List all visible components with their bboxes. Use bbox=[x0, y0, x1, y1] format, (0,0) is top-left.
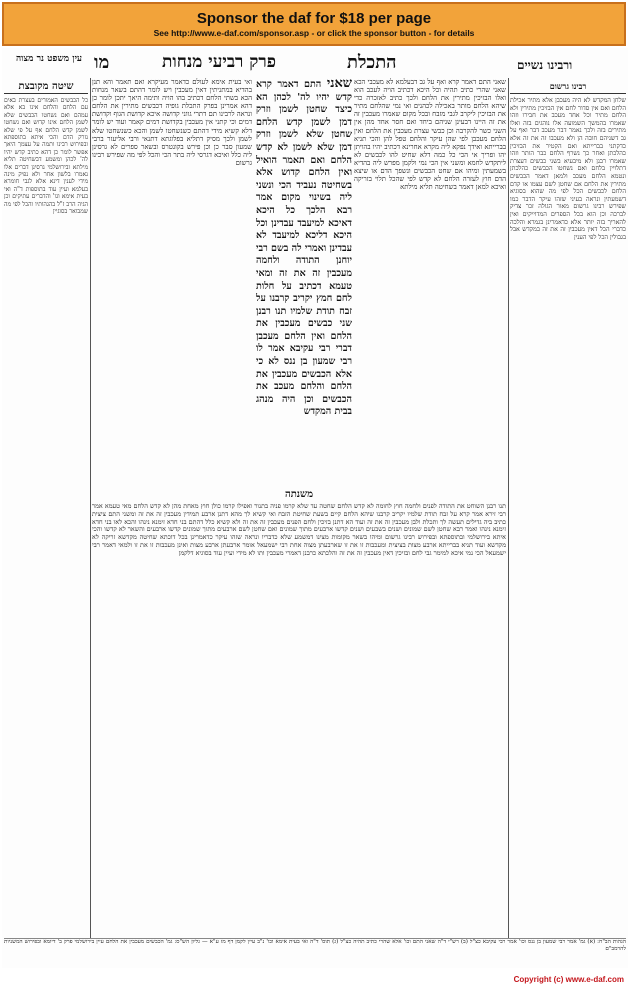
left-column-text: כל הכבשים האמורים בעצרת באים עם הלחם והלחם אינו בא אלא עמהם ואם נשחטו הכבשים שלא לשמן הלחם אינו קדוש ואם נשחטו לשמן קדש הלחם אף על פי שלא נזרק הדם והכי איתא בתוספתא ובפירוש רבינו ותמה על עצמך היאך אפשר לומר כן דהא כתיב קדש יהיו לה' לכהן ומשמע דבשחיטה תליא מילתא ובירושלמי גרסינן דברים אלו נאמרו בלשון אחר ולא נפיק מינה מידי לענין דינא אלא לגבי חומרא בעלמא ועיין עוד בתוספות ד"ה ואי בעית אימא וגו' והדברים עתיקים וכן הגיה הרב ז"ל בהגהותיו והכל לפי מה שמבואר בסוגיין bbox=[4, 97, 88, 216]
divider bbox=[90, 78, 91, 938]
copyright-notice[interactable]: Copyright (c) www.e-daf.com bbox=[513, 975, 624, 984]
ein-mishpat-label: עין משפט נר מצוה bbox=[15, 54, 83, 64]
footnotes bbox=[4, 938, 626, 965]
page-number: מו bbox=[94, 52, 110, 73]
lower-commentary bbox=[92, 488, 506, 938]
talmud-page bbox=[2, 48, 628, 968]
rashi-commentary bbox=[354, 78, 506, 483]
gemara-main-text bbox=[256, 78, 352, 483]
divider bbox=[508, 78, 509, 938]
right-column-heading: רבינו גרשום bbox=[510, 80, 626, 94]
gemara-opening-word: שאני bbox=[326, 78, 352, 91]
rashi-text: שאני התם דאמר קרא ואף על גב דבעלמא לא מעכבי הכא שאני שהרי כתיב תהיה וכל היכא דכתיב הויה לעכב הוא ואלו הבזיכין מתירין את הלחם ולכך כתיב לאזכרה כדי שיהא הלחם מותר באכילה לכהנים ואי נמי שהלחם מתיר את הבזיכין ליקרב לגבי מזבח ובכל מקום שאמרו מעכבין זה את זה היינו דבעינן שניהם ביחד ואם חסר אחד מהן אין השני כשר להקרבה וכן כבשי עצרת מעכבין את הלחם ואין הלחם מעכבן לפי שהן עיקר והלחם טפל להן והכי תניא בברייתא ואידך נפקא ליה מקרא אחרינא דכתיב יהיו בהויתן יהו ופריך אי הכי כל כמה דלא שחיט להו לכבשים לא ליתקדש לחמא ומשני אין הכי נמי ולקמן מפרש ליה בהדיא בשמעתין ומיהו אם שחט הכבשים ונשפך הדם או שיצא הדם חוץ לעזרה הלחם לא קדש לפי שהכל תלוי בזריקה ואיכא למאן דאמר בשחיטה תליא מילתא bbox=[354, 78, 506, 192]
sponsor-link-text[interactable]: See http://www.e-daf.com/sponsor.asp - or click the sponsor button - for details bbox=[153, 28, 475, 38]
left-column-heading: שיטה מקובצת bbox=[4, 80, 88, 94]
chapter-label: ורבינו נשיים bbox=[517, 58, 573, 72]
lower-commentary-heading: משנתה bbox=[284, 489, 314, 500]
lower-commentary-text: תנו רבנן השוחט את התודה לפנים ולחמה חוץ לחומה לא קדש הלחם שחטה עד שלא קרמו פניה בתנור ואפילו קרמו כולן חוץ מאחת מהן לא קדש הלחם מאי טעמא אמר רבי זירא אמר קרא על זבח תודת שלמיו יקריב קרבנו שיהא הלחם קיים בשעת שחיטת הזבח ואי קשיא לך מהא דתנן ארבע תמידין מעכבין זה את זה ומשני התם ציצית כתיב ביה גדילים תעשה לך ותכלת ולבן מעכבין זה את זה ועוד הא דתנן בזיכין ולחם הפנים מעכבין זה את זה ולא קשיא כלל דהתם בני חדא זימנא נינהו והכא לאו בני חדא זימנא נינהו ואמר רבא שחטן לשם שמונים ושנים בשבעים ושנים קדשו ארבעים מתוך שמונים ואם שחטן לשם ארבעים מתוך שמונים קדשו ארבעים והשאר לא קדשו והכי איתא בירושלמי ובתוספתא ובפירוש רבינו גרשום ומיהו בשאר מקומות מצינו דמשמע שלא כדבריו ונראה שזהו עיקר כדאמרינן בכל דוכתא שחיטה מקדשא זריקה לא מקדשא ועוד תניא בברייתא ארבע מצות בציצית ומעכבות זו את זו שארבעתן מצוה אחת רבי ישמעאל אומר ארבעתן ארבע מצות ואינן מעכבות זו את זו ולמאי דאמר רבי ישמעאל הכי נמי איכא למימר גבי לחם ובזיכין דאין מעכבין זה את זה והלכתא כרבנן דאמרי מעכבין ותו לא מידי ועיין עוד בסוגיא דלקמן bbox=[92, 502, 506, 557]
footnotes-text: הגהות הב"ח: (א) גמ' אמר רבי שמעון בן ננס וכו' אמר רבי עקיבא כצ"ל (ב) רש"י ד"ה שאני התם וכו' אלא שהרי כתיב תהיה כצ"ל (ג) תוס' ד"ה ואי בעית אימא וכו' נ"ב עיין לקמן דף מז ע"א — גליון הש"ס: גמ' הכבשים מעכבין את הלחם עיין בירושלמי פרק ב' דיומא ובפירוש המשניות להרמב"ם bbox=[4, 939, 626, 952]
chapter-title: פרק רביעי מנחות bbox=[162, 52, 276, 72]
sponsor-title: Sponsor the daf for $18 per page bbox=[196, 10, 432, 27]
right-commentary-column bbox=[510, 78, 626, 848]
left-margin-column bbox=[4, 78, 88, 848]
page-header bbox=[2, 52, 628, 76]
sponsor-banner[interactable] bbox=[2, 2, 626, 46]
gemara-text: התם דאמר קרא קדש יהיו לה' לכהן הא כיצד שחטן לשמן וזרק דמן לשמן קדש הלחם שחטן שלא לשמן וזרק דמן שלא לשמן לא קדש הלחם ואם תאמר הואיל ואין הלחם קדוש אלא בשחיטה נעביד הכי ונשני ליה בשינוי מקום אמר רבא הלכך כל היכא דאיכא למיעבד עבדינן וכל היכא דליכא למיעבד לא עבדינן ואמרי לה בשם רבי יוחנן התודה ולחמה מעכבין זה את זה ומאי טעמא דכתיב על חלות לחם חמץ יקריב קרבנו על זבח תודת שלמיו תנו רבנן שני כבשים מעכבין את הלחם ואין הלחם מעכבן דברי רבי עקיבא אמר לו רבי שמעון בן ננס לא כי אלא הכבשים מעכבין את הלחם והלחם מעכב את הכבשים וכן היה מנהג בבית המקדש bbox=[256, 79, 352, 418]
tosafot-text: ואי בעית אימא לעולם כדאמר מעיקרא ואם תאמר והא תנן בהדיא במתניתין דאין מעכבין ויש לומר דהתם בשאר מנחות הכא בשתי הלחם דכתיב בהו הויה ותימה היאך יתכן לומר כן דהא אמרינן בפרק התכלת גופיה דכבשים מתירין את הלחם ונראה לרבינו תם דתרי גווני קדושה איכא קדושת הגוף וקדושת דמים וכי קתני אין מעכבין בקדושת דמים קאמר ועוד יש לומר דלא קשיא מידי דהתם כשנשחטו לשמן והכא כשנשחטו שלא לשמן ולכך מסיק דתליא בפלוגתא דתנאי ורבי אליעזר ברבי שמעון סבר כן וכן פירש בקונטרס ובשאר ספרים לא גרסינן ליה כלל ואיכא דגרסי ליה בתר הכי והכל לפי מה שפירש רבינו גרשום bbox=[92, 78, 252, 167]
tractate-title: התכלת bbox=[347, 52, 397, 73]
right-column-text: שלחן המקדש לא היה מעכבן אלא מתיר אכילת הלחם ואם אין סדור לחם אין הבזיכין מתירין ולא הלחם מתיר וכל אחד מעכב את חבירו וזהו שאמרו בהמשך השמועה אלו נוהגים בזה ואלו מתירים בזה ולכך נאמר דבר מעכב דבר ואף על גב דשניהם חובה הן ולא מעכבו זה את זה אלא כדקתני בברייתא ואם הקטיר את הבזיכין כהלכתן ואחר כך נשרף הלחם כבר הותר וזהו שאמרו רבנן ולא מיבעיא בשני כבשים דעצרת דתלויין בלחם ואם נשחטו הכבשים כהלכתן ונטמא הלחם מעכב ולמאן דאמר הכבשים מתירין את הלחם אם שחטן לשם עצמו או קדם הלחם לכבשים הכל לפי מה שהוא בסוגיא דשמעתין ונראה בעיני שזהו עיקר הדבר כמו שפירש רבינו גרשום מאור הגולה זכר צדיק לברכה וכן הוא בכל הספרים המדוייקים ואין להאריך בזה יותר אלא כדאמרינן בגמרא והלכה כדברי הכל דאין מעכבין זה את זה במקדש אבל בגבולין הכל לפי הענין bbox=[510, 97, 626, 241]
tosafot-commentary bbox=[92, 78, 252, 483]
